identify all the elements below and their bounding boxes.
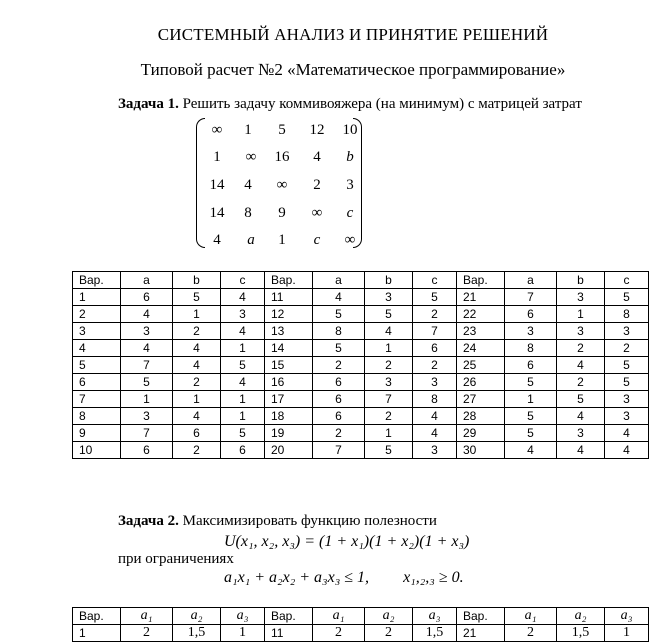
value-cell: 6	[313, 374, 365, 391]
variant-cell: 3	[73, 323, 121, 340]
value-cell: 2	[505, 625, 557, 642]
value-cell: 8	[413, 391, 457, 408]
value-cell: 8	[505, 340, 557, 357]
variant-cell: Вар.	[73, 608, 121, 625]
variant-cell: 30	[457, 442, 505, 459]
value-cell: 4	[413, 408, 457, 425]
value-cell: 5	[505, 408, 557, 425]
task1-statement	[118, 96, 582, 113]
table-row	[73, 625, 649, 642]
value-cell: 1	[365, 340, 413, 357]
matrix-cell: 1	[213, 149, 221, 165]
document-title: СИСТЕМНЫЙ АНАЛИЗ И ПРИНЯТИЕ РЕШЕНИЙ	[157, 25, 549, 44]
table-row	[73, 408, 649, 425]
value-cell: 2	[557, 340, 605, 357]
value-cell: 2	[365, 625, 413, 642]
matrix-cell: ∞	[245, 149, 257, 165]
value-cell: 2	[173, 374, 221, 391]
matrix-cell: 14	[209, 205, 225, 221]
table-header-row	[73, 272, 649, 289]
value-cell: 4	[221, 323, 265, 340]
value-cell: 7	[505, 289, 557, 306]
value-cell: 4	[505, 442, 557, 459]
value-cell: c	[605, 272, 649, 289]
value-cell: a	[313, 272, 365, 289]
value-cell: a₁	[121, 608, 173, 625]
value-cell: 1	[173, 391, 221, 408]
variant-cell: 19	[265, 425, 313, 442]
matrix-cell: 5	[278, 122, 286, 138]
value-cell: 3	[365, 289, 413, 306]
value-cell: 1	[221, 408, 265, 425]
constraint-formula	[224, 569, 464, 587]
value-cell: 4	[313, 289, 365, 306]
value-cell: 4	[121, 306, 173, 323]
variant-cell: 1	[73, 625, 121, 642]
matrix-cell: 3	[346, 177, 354, 193]
task2-text: Максимизировать функцию полезности	[178, 513, 437, 529]
value-cell: a₂	[173, 608, 221, 625]
value-cell: a	[121, 272, 173, 289]
matrix-cell: ∞	[344, 232, 356, 248]
table-row	[73, 340, 649, 357]
matrix-cell: c	[346, 205, 354, 221]
value-cell: 2	[121, 625, 173, 642]
value-cell: 3	[505, 323, 557, 340]
table-row	[73, 306, 649, 323]
value-cell: 4	[173, 357, 221, 374]
value-cell: 1,5	[557, 625, 605, 642]
value-cell: 5	[365, 306, 413, 323]
value-cell: 2	[313, 425, 365, 442]
value-cell: 5	[505, 425, 557, 442]
value-cell: a₂	[365, 608, 413, 625]
variant-cell: 14	[265, 340, 313, 357]
value-cell: 5	[221, 425, 265, 442]
value-cell: 5	[313, 340, 365, 357]
task1-table-body	[73, 272, 649, 459]
variant-cell: 29	[457, 425, 505, 442]
value-cell: 6	[505, 357, 557, 374]
value-cell: 4	[365, 323, 413, 340]
value-cell: 3	[605, 323, 649, 340]
value-cell: 5	[557, 391, 605, 408]
table-row	[73, 357, 649, 374]
variant-cell: 28	[457, 408, 505, 425]
value-cell: 5	[605, 289, 649, 306]
value-cell: 3	[365, 374, 413, 391]
value-cell: 2	[413, 306, 457, 323]
value-cell: a₃	[221, 608, 265, 625]
variant-cell: 2	[73, 306, 121, 323]
table-row	[73, 323, 649, 340]
matrix-cell: b	[346, 149, 354, 165]
variant-cell: 22	[457, 306, 505, 323]
cost-matrix	[196, 116, 362, 250]
value-cell: 2	[605, 340, 649, 357]
variant-cell: 6	[73, 374, 121, 391]
value-cell: 7	[413, 323, 457, 340]
variant-cell: 10	[73, 442, 121, 459]
value-cell: 4	[221, 289, 265, 306]
matrix-cell: 4	[244, 177, 252, 193]
value-cell: 5	[505, 374, 557, 391]
task2-variants-table	[72, 607, 649, 642]
matrix-cell: 4	[213, 232, 221, 248]
variant-cell: 21	[457, 289, 505, 306]
value-cell: 4	[605, 425, 649, 442]
value-cell: b	[557, 272, 605, 289]
task2-table-body	[73, 608, 649, 642]
variant-cell: Вар.	[73, 272, 121, 289]
value-cell: 3	[557, 425, 605, 442]
value-cell: 1	[173, 306, 221, 323]
variant-cell: Вар.	[457, 608, 505, 625]
value-cell: 4	[413, 425, 457, 442]
value-cell: 1	[605, 625, 649, 642]
value-cell: 1	[221, 391, 265, 408]
value-cell: 2	[413, 357, 457, 374]
value-cell: a	[505, 272, 557, 289]
matrix-cell: 4	[313, 149, 321, 165]
table-row	[73, 374, 649, 391]
value-cell: 5	[605, 357, 649, 374]
table-row	[73, 442, 649, 459]
value-cell: 5	[605, 374, 649, 391]
value-cell: 2	[173, 442, 221, 459]
utility-function: U(x₁, x₂, x₃) = (1 + x₁)(1 + x₂)(1 + x₃)	[224, 533, 470, 550]
value-cell: 8	[605, 306, 649, 323]
value-cell: 1	[505, 391, 557, 408]
value-cell: 4	[557, 442, 605, 459]
value-cell: c	[221, 272, 265, 289]
task2-statement	[118, 513, 437, 530]
variant-cell: 4	[73, 340, 121, 357]
value-cell: 2	[365, 408, 413, 425]
task1-label: Задача 1.	[118, 96, 179, 112]
value-cell: 2	[557, 374, 605, 391]
variant-cell: 9	[73, 425, 121, 442]
table-row	[73, 425, 649, 442]
value-cell: b	[365, 272, 413, 289]
value-cell: a₃	[413, 608, 457, 625]
value-cell: 3	[557, 289, 605, 306]
variant-cell: 27	[457, 391, 505, 408]
variant-cell: 21	[457, 625, 505, 642]
value-cell: 4	[557, 408, 605, 425]
value-cell: 1	[221, 340, 265, 357]
value-cell: 6	[505, 306, 557, 323]
variant-cell: 18	[265, 408, 313, 425]
value-cell: 3	[557, 323, 605, 340]
table-row	[73, 391, 649, 408]
matrix-cell: 10	[342, 122, 358, 138]
value-cell: b	[173, 272, 221, 289]
value-cell: 3	[605, 391, 649, 408]
budget-constraint: a₁x₁ + a₂x₂ + a₃x₃ ≤ 1,	[224, 569, 370, 586]
matrix-cell: ∞	[276, 177, 288, 193]
value-cell: 7	[365, 391, 413, 408]
value-cell: 6	[173, 425, 221, 442]
value-cell: 3	[413, 374, 457, 391]
matrix-cell: 14	[209, 177, 225, 193]
value-cell: 3	[221, 306, 265, 323]
variant-cell: 12	[265, 306, 313, 323]
constraints-label: при ограничениях	[118, 551, 234, 567]
value-cell: 7	[313, 442, 365, 459]
value-cell: a₂	[557, 608, 605, 625]
value-cell: a₁	[505, 608, 557, 625]
task1-variants-table	[72, 271, 649, 459]
value-cell: 2	[313, 625, 365, 642]
value-cell: 3	[121, 323, 173, 340]
value-cell: 1	[221, 625, 265, 642]
variant-cell: 17	[265, 391, 313, 408]
value-cell: 4	[557, 357, 605, 374]
task2-label: Задача 2.	[118, 513, 179, 529]
value-cell: 4	[121, 340, 173, 357]
variant-cell: Вар.	[457, 272, 505, 289]
table-row	[73, 289, 649, 306]
variant-cell: 23	[457, 323, 505, 340]
value-cell: 4	[173, 340, 221, 357]
value-cell: 6	[121, 442, 173, 459]
value-cell: 6	[121, 289, 173, 306]
variant-cell: 25	[457, 357, 505, 374]
variant-cell: 24	[457, 340, 505, 357]
value-cell: 2	[365, 357, 413, 374]
document-subtitle: Типовой расчет №2 «Математическое программирование»	[140, 60, 566, 79]
variant-cell: 16	[265, 374, 313, 391]
variant-cell: 26	[457, 374, 505, 391]
value-cell: 6	[313, 408, 365, 425]
value-cell: a₃	[605, 608, 649, 625]
matrix-cell: 8	[244, 205, 252, 221]
matrix-cell: 16	[274, 149, 290, 165]
value-cell: 7	[121, 425, 173, 442]
matrix-cell: 1	[278, 232, 286, 248]
matrix-cell: 9	[278, 205, 286, 221]
value-cell: 4	[221, 374, 265, 391]
matrix-cell: c	[313, 232, 321, 248]
variant-cell: 20	[265, 442, 313, 459]
value-cell: c	[413, 272, 457, 289]
variant-cell: 15	[265, 357, 313, 374]
variant-cell: Вар.	[265, 272, 313, 289]
matrix-cell: 1	[244, 122, 252, 138]
value-cell: 5	[173, 289, 221, 306]
table-header-row	[73, 608, 649, 625]
variant-cell: 13	[265, 323, 313, 340]
variant-cell: 1	[73, 289, 121, 306]
value-cell: 5	[313, 306, 365, 323]
value-cell: a₁	[313, 608, 365, 625]
value-cell: 5	[221, 357, 265, 374]
value-cell: 2	[173, 323, 221, 340]
variant-cell: 5	[73, 357, 121, 374]
value-cell: 6	[313, 391, 365, 408]
matrix-cell: a	[247, 232, 255, 248]
value-cell: 1,5	[173, 625, 221, 642]
value-cell: 1	[121, 391, 173, 408]
matrix-cell: 2	[313, 177, 321, 193]
value-cell: 4	[173, 408, 221, 425]
value-cell: 2	[313, 357, 365, 374]
value-cell: 4	[605, 442, 649, 459]
variant-cell: 11	[265, 289, 313, 306]
value-cell: 3	[121, 408, 173, 425]
variant-cell: 7	[73, 391, 121, 408]
task1-text: Решить задачу коммивояжера (на минимум) с матрицей затрат	[178, 96, 582, 112]
value-cell: 6	[221, 442, 265, 459]
matrix-cell: 12	[309, 122, 325, 138]
variant-cell: 11	[265, 625, 313, 642]
value-cell: 8	[313, 323, 365, 340]
value-cell: 1	[557, 306, 605, 323]
variant-cell: 8	[73, 408, 121, 425]
value-cell: 3	[413, 442, 457, 459]
matrix-cell: ∞	[311, 205, 323, 221]
variant-cell: Вар.	[265, 608, 313, 625]
value-cell: 5	[413, 289, 457, 306]
value-cell: 5	[121, 374, 173, 391]
matrix-cell: ∞	[211, 122, 223, 138]
value-cell: 1,5	[413, 625, 457, 642]
value-cell: 6	[413, 340, 457, 357]
value-cell: 1	[365, 425, 413, 442]
value-cell: 7	[121, 357, 173, 374]
value-cell: 5	[365, 442, 413, 459]
value-cell: 3	[605, 408, 649, 425]
nonnegativity-constraint: x₁,₂,₃ ≥ 0.	[403, 569, 464, 586]
